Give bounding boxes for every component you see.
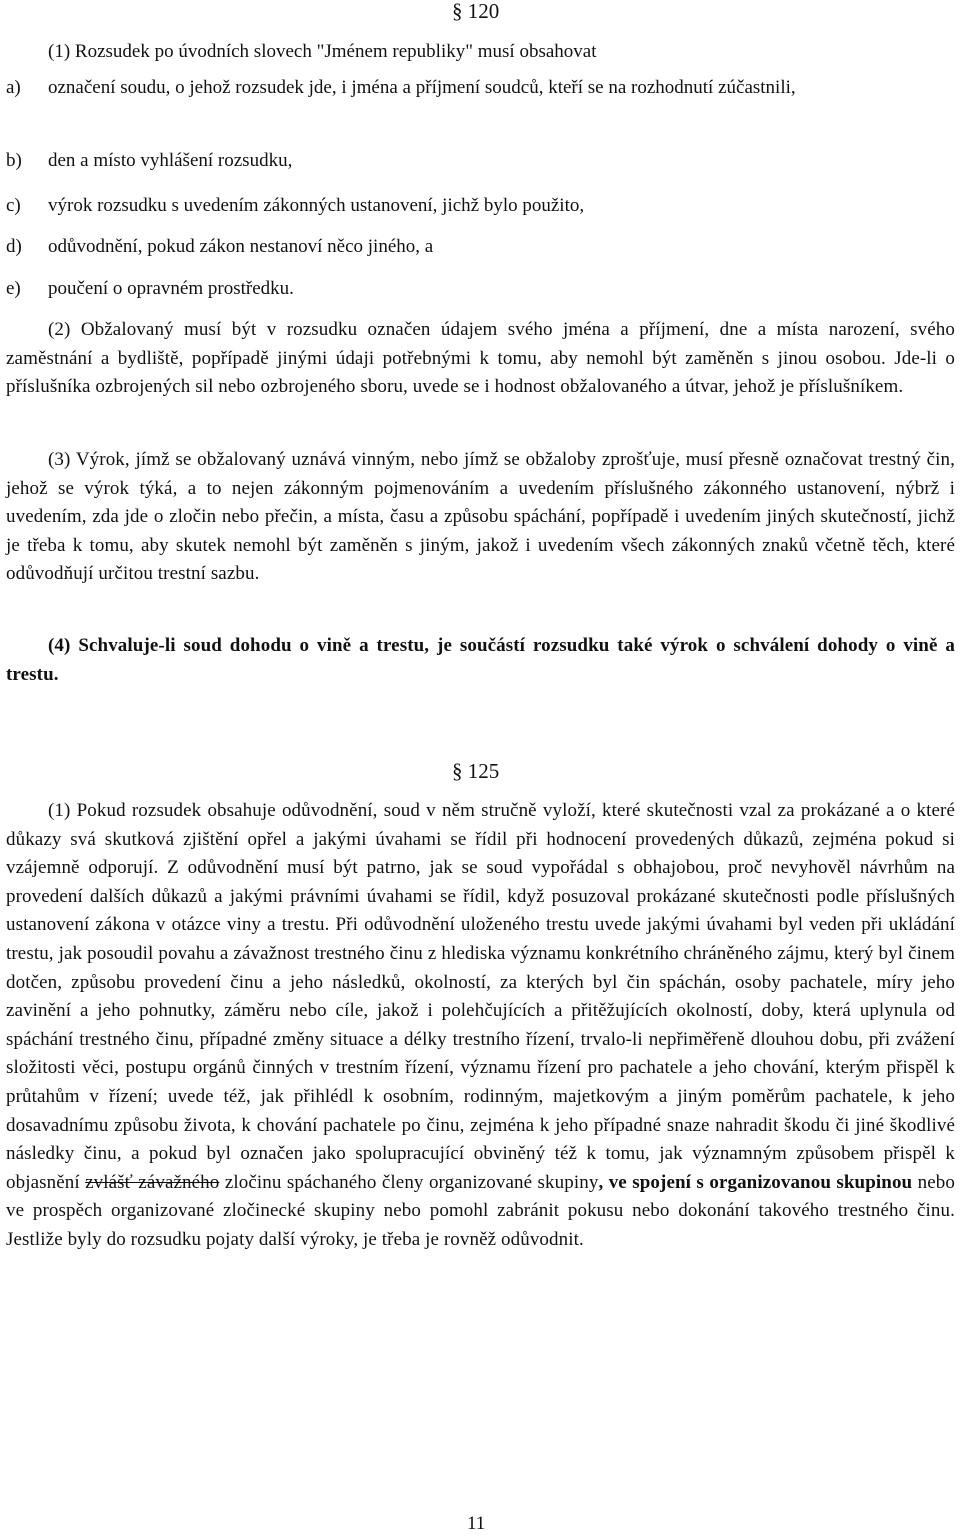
- paragraph-2: (2) Obžalovaný musí být v rozsudku označen údajem svého jména a příjmení, dne a místa narození, svého zaměstnání a bydliště, popřípadě jinými údaji potřebnými k tomu, aby nemohl být zaměněn s jinou osobou. Jde-li o příslušníka ozbrojených sil nebo ozbrojeného sboru, uvede se i hodnost obžalovaného a útvar, jehož je příslušníkem.: [6, 319, 955, 398]
- amendment-bold-text: , ve spojení s organizovanou skupinou: [598, 1171, 913, 1193]
- list-item-label: d): [6, 236, 22, 257]
- list-item-c: [6, 195, 584, 217]
- list-item-b: [6, 150, 292, 172]
- list-item-label: c): [6, 195, 21, 216]
- list-item-text: výrok rozsudku s uvedením zákonných ustanovení, jichž bylo použito,: [48, 195, 585, 216]
- section-heading-120: § 120: [452, 0, 500, 23]
- list-item-text: den a místo vyhlášení rozsudku,: [48, 150, 293, 171]
- paragraph-3: (3) Výrok, jímž se obžalovaný uznává vinným, nebo jímž se obžaloby zprošťuje, musí přesně označovat trestný čin, jehož se výrok týká, a to nejen zákonným pojmenováním a uvedením příslušného zákonného ustanovení, nýbrž i uvedením, zda jde o zločin nebo přečin, a místa, času a způsobu spáchání, popřípadě i uvedením jiných skutečností, jichž je třeba k tomu, aby skutek nemohl být zaměněn s jiným, jakož i uvedením všech zákonných znaků včetně těch, které odůvodňují určitou trestní sazbu.: [6, 449, 955, 585]
- list-item-label: b): [6, 150, 22, 171]
- list-item-label: e): [6, 278, 21, 299]
- list-item-d: [6, 236, 433, 258]
- list-item-a: [6, 74, 955, 102]
- struck-text: zvlášť závažného: [85, 1171, 220, 1193]
- paragraph-4: (4) Schvaluje-li soud dohodu o vině a trestu, je součástí rozsudku také výrok o schválení dohody o vině a trestu.: [6, 635, 955, 685]
- list-item-text: označení soudu, o jehož rozsudek jde, i jména a příjmení soudců, kteří se na rozhodnutí zúčastnili,: [48, 77, 796, 98]
- paragraph-text: nebo ve prospěch organizované zločinecké skupiny nebo pomohl zabránit pokusu nebo dokonání takového trestného činu. Jestliže byly do rozsudku pojaty další výroky, je třeba je rovněž odůvodnit.: [6, 1171, 955, 1250]
- paragraph-text: (1) Pokud rozsudek obsahuje odůvodnění, soud v něm stručně vyloží, které skutečnosti vzal za prokázané a o které důkazy svá skutková zjištění opřel a jakými úvahami se řídil při hodnocení provedených důkazů, zejména pokud si vzájemně odporují. Z odůvodnění musí být patrno, jak se soud vypořádal s obhajobou, proč nevyhověl návrhům na provedení dalších důkazů a jakými právními úvahami se řídil, když posuzoval prokázané skutečnosti podle příslušných ustanovení zákona v otázce viny a trestu. Při odůvodnění uloženého trestu uvede jakými úvahami byl veden při ukládání trestu, jak posoudil povahu a závažnost trestného činu z hlediska významu konkrétního chráněného zájmu, který byl činem dotčen, způsobu provedení činu a jeho následků, okolností, za kterých byl čin spáchán, osoby pachatele, míry jeho zavinění a jeho pohnutky, záměru nebo cíle, jakož i polehčujících a přitěžujících okolností, doby, která uplynula od spáchání trestného činu, případné změny situace a délky trestního řízení, trvalo-li nepřiměřeně dlouhou dobu, při zvážení složitosti věci, postupu orgánů činných v trestním řízení, významu řízení pro pachatele a jeho chování, kterým přispěl k průtahům v řízení; uvede též, jak přihlédl k osobním, rodinným, majetkovým a jiným poměrům pachatele, k jeho dosavadnímu způsobu života, k chování pachatele po činu, zejména k jeho případné snaze nahradit škodu či jiné škodlivé následky činu, a pokud byl označen jako spolupracující obviněný též k tomu, jak významným způsobem přispěl k objasnění: [6, 800, 955, 1193]
- paragraph-text: zločinu spáchaného členy organizované skupiny: [224, 1171, 599, 1193]
- paragraph-125-1: [6, 797, 955, 1255]
- section-heading-125: § 125: [452, 759, 500, 783]
- paragraph-1-intro: (1) Rozsudek po úvodních slovech "Jménem republiky" musí obsahovat: [48, 41, 597, 62]
- list-item-e: [6, 278, 294, 300]
- page-number: 11: [467, 1513, 486, 1534]
- list-item-label: a): [6, 77, 21, 98]
- list-item-text: poučení o opravném prostředku.: [48, 278, 294, 299]
- list-item-text: odůvodnění, pokud zákon nestanoví něco jiného, a: [48, 236, 434, 257]
